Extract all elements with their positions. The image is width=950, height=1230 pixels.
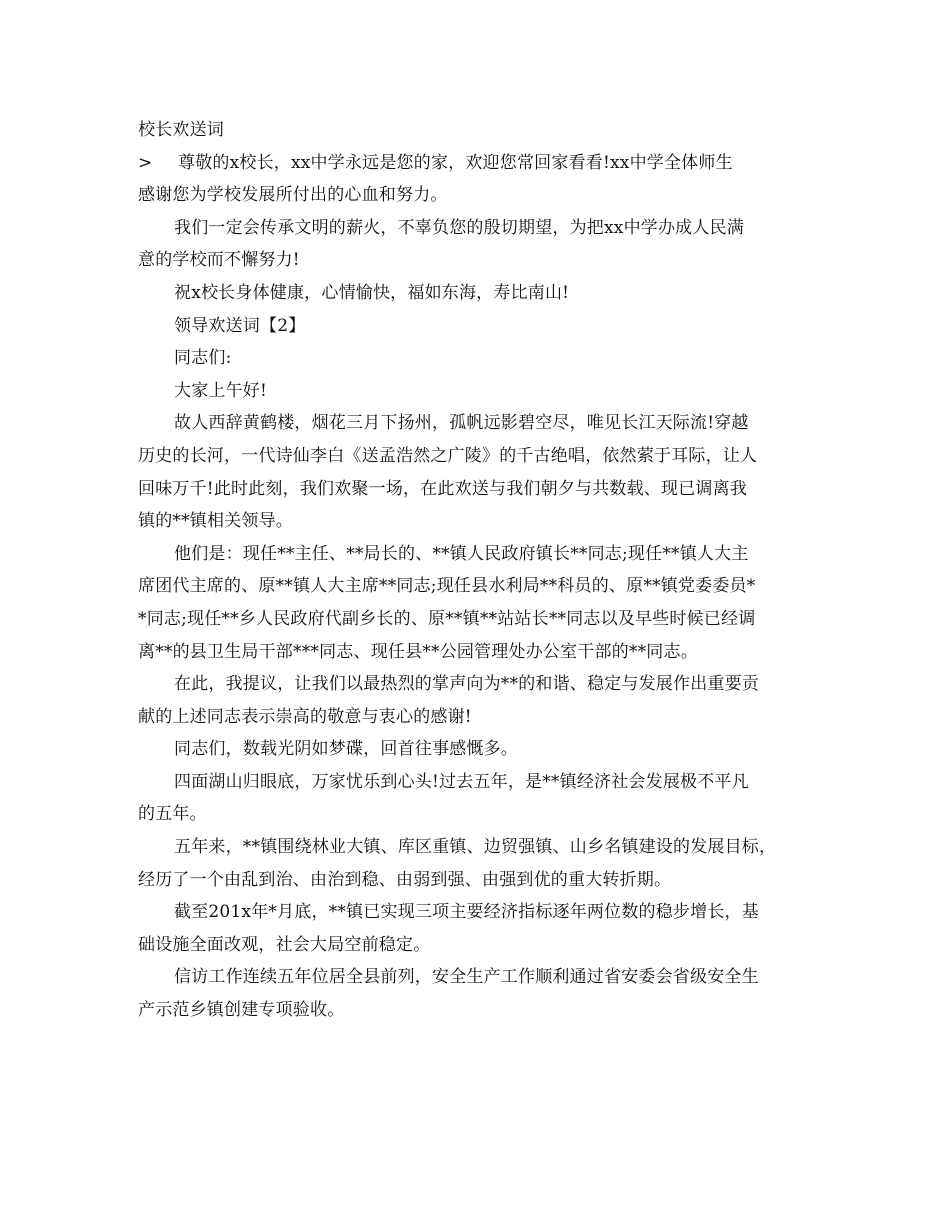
paragraph-line: 回味万千!此时此刻，我们欢聚一场，在此欢送与我们朝夕与共数载、现已调离我 (138, 478, 748, 499)
document-title: 校长欢送词 (138, 120, 224, 140)
paragraph-line: 历史的长河，一代诗仙李白《送孟浩然之广陵》的千古绝唱，依然萦于耳际，让人 (138, 445, 758, 466)
paragraph-line: 产示范乡镇创建专项验收。 (138, 1000, 345, 1021)
paragraph-line: 镇的**镇相关领导。 (138, 511, 293, 532)
paragraph-line: 离**的县卫生局干部***同志、现任县**公园管理处办公室干部的**同志。 (138, 641, 698, 662)
document-page (138, 114, 828, 1027)
paragraph-line: 我们一定会传承文明的薪火，不辜负您的殷切期望，为把xx中学办成人民满 (174, 217, 744, 238)
paragraph-line: 在此，我提议，让我们以最热烈的掌声向为**的和谐、稳定与发展作出重要贡 (174, 674, 759, 695)
paragraph-line: 的五年。 (138, 804, 207, 825)
paragraph-line (138, 147, 828, 180)
paragraph-line: 信访工作连续五年位居全县前列，安全生产工作顺利通过省安委会省级安全生 (174, 967, 759, 988)
paragraph-line: 经历了一个由乱到治、由治到稳、由弱到强、由强到优的重大转折期。 (138, 869, 672, 890)
paragraph-line: 同志们，数载光阴如梦碟，回首往事感慨多。 (174, 739, 518, 760)
paragraph-line: 他们是：现任**主任、**局长的、**镇人民政府镇长**同志;现任**镇人大主 (174, 543, 749, 564)
paragraph-line: 大家上午好! (174, 380, 268, 401)
bullet-arrow-icon: > (138, 152, 153, 173)
paragraph-line: 献的上述同志表示崇高的敬意与衷心的感谢! (138, 706, 472, 727)
paragraph-line: 感谢您为学校发展所付出的心血和努力。 (138, 185, 448, 206)
paragraph-line: 席团代主席的、原**镇人大主席**同志;现任县水利局**科员的、原**镇党委委员* (138, 576, 756, 597)
paragraph-line: 四面湖山归眼底，万家忧乐到心头!过去五年，是**镇经济社会发展极不平凡 (174, 771, 749, 792)
paragraph-text: 尊敬的x校长，xx中学永远是您的家，欢迎您常回家看看!xx中学全体师生 (178, 152, 733, 173)
paragraph-line: 意的学校而不懈努力! (138, 250, 300, 271)
paragraph-line: *同志;现任**乡人民政府代副乡长的、原**镇**站站长**同志以及早些时候已经调 (138, 608, 756, 629)
paragraph-line: 祝x校长身体健康，心情愉快，福如东海，寿比南山! (174, 282, 570, 303)
paragraph-line: 五年来，**镇围绕林业大镇、库区重镇、边贸强镇、山乡名镇建设的发展目标， (174, 837, 777, 858)
paragraph-line: 截至201x年*月底，**镇已实现三项主要经济指标逐年两位数的稳步增长，基 (174, 902, 759, 923)
paragraph-line: 故人西辞黄鹤楼，烟花三月下扬州，孤帆远影碧空尽，唯见长江天际流!穿越 (174, 413, 749, 434)
paragraph-line: 同志们: (174, 348, 232, 369)
section-heading: 领导欢送词【2】 (174, 315, 306, 336)
paragraph-line: 础设施全面改观，社会大局空前稳定。 (138, 934, 431, 955)
